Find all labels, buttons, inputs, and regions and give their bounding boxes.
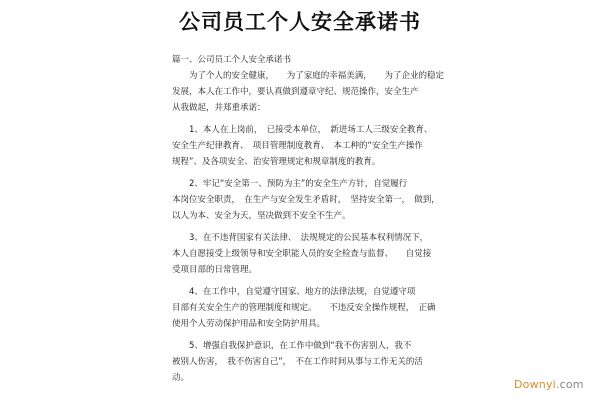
body-line: 3、在不违背国家有关法律、 法规规定的公民基本权利情况下， [172,233,429,243]
body-line: 受项目部的日常管理。 [172,265,258,275]
body-line: 被别人伤害， 我不伤害自己”， 不在工作时间从事与工作无关的活 [172,357,423,367]
body-line: 安全生产纪律教育、 项目管理制度教育、 本工种的“安全生产操作 [172,141,423,151]
watermark-text: Downyi [514,378,556,391]
body-line: 本人自愿接受上级领导和安全职能人员的安全检查与监督、 自觉接 [172,249,432,259]
body-line: 本岗位安全职责， 在生产与安全发生矛盾时， 坚持安全第一， 做到， [172,195,440,205]
body-line: 以人为本、安全为天，坚决做到不安全不生产。 [172,211,351,221]
body-line: 为了个人的安全健康， 为了家庭的幸福美满， 为了企业的稳定 [172,71,445,81]
section-heading: 篇一、公司员工个人安全承诺书 [172,55,292,65]
body-line: 1、本人在上岗前， 已接受本单位， 新进场工人三级安全教育、 [172,125,433,135]
body-line: 2、牢记“安全第一、预防为主”的安全生产方针，自觉履行 [172,179,408,189]
body-line: 规程”、及各项安全、治安管理规定和规章制度的教育。 [172,157,381,167]
body-line: 目部有关安全生产的管理制度和规定。 不违反安全操作规程， 正确 [172,303,436,313]
body-line: 动。 [172,373,190,383]
body-line: 发展，本人在工作中，要认真做到遵章守纪、规范操作，安全生产 [172,87,419,97]
document-title: 公司员工个人安全承诺书 [179,9,421,34]
watermark-suffix: .com [555,378,584,391]
site-watermark [514,378,584,391]
body-line: 从我做起，并郑重承诺： [172,103,266,113]
body-line: 4、在工作中，自觉遵守国家、地方的法律法规，自觉遵守项 [172,287,416,297]
body-line: 使用个人劳动保护用品和安全防护用具。 [172,319,326,329]
body-line: 5、增强自我保护意识，在工作中做到“我不伤害别人，我不 [172,341,412,351]
